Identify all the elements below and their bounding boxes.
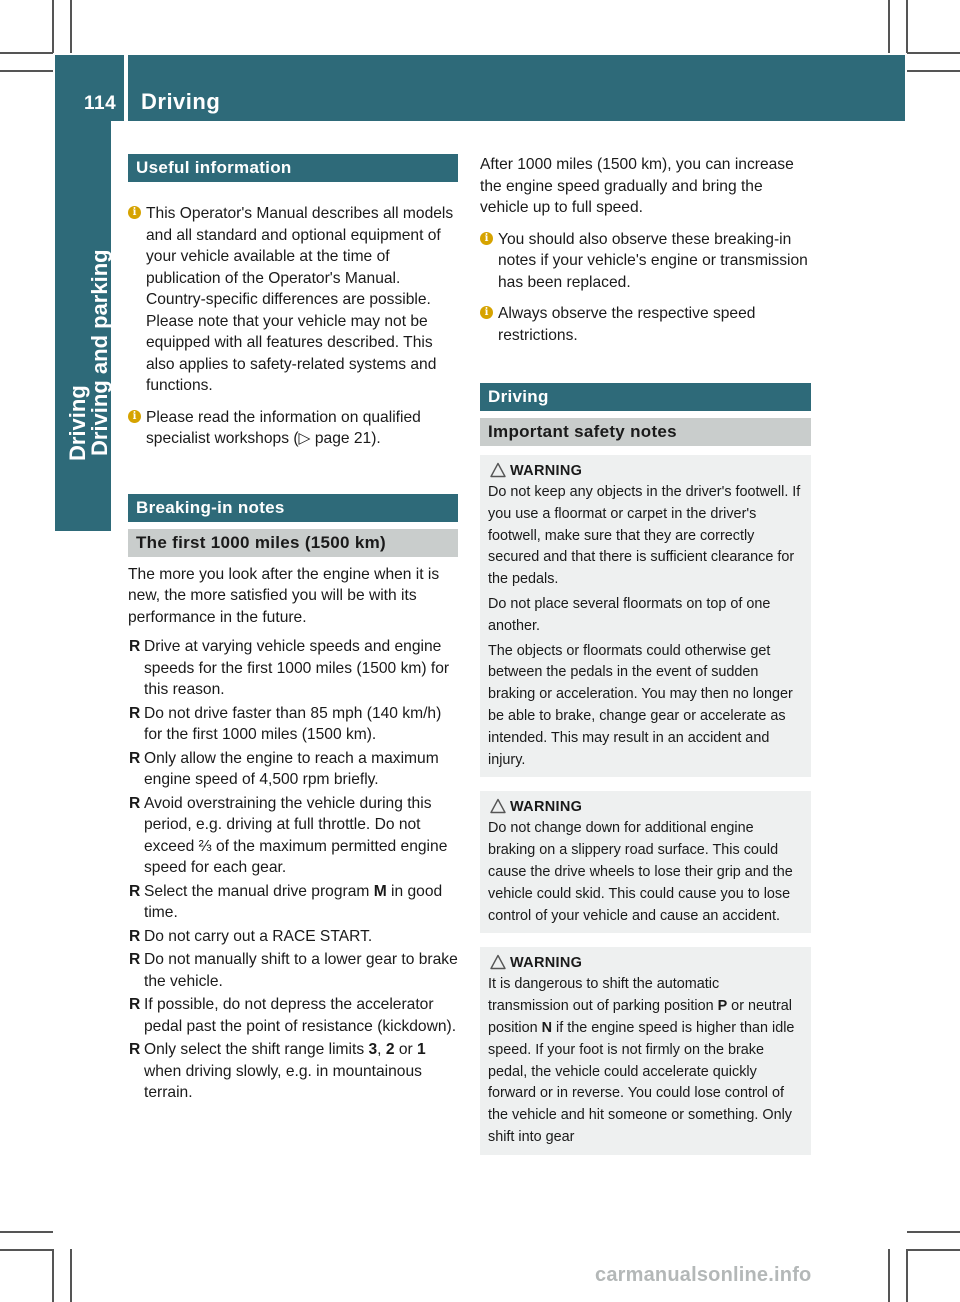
page-number: 114 (84, 93, 117, 114)
list-item: R Only allow the engine to reach a maximum engine speed of 4,500 rpm briefly. (129, 749, 439, 788)
crop-mark (907, 70, 960, 72)
info-note: i Always observe the respective speed restrictions. (480, 303, 811, 346)
safety-notes-heading: Important safety notes (480, 418, 811, 446)
crop-mark (907, 1249, 960, 1251)
list-item: R Avoid overstraining the vehicle during this period, e.g. driving at full throttle. Do not exceed ⅔ of the maximum permitted engine speed for each gear. (129, 794, 448, 876)
intro-paragraph: The more you look after the engine when it is new, the more satisfied you will be with its performance in the future. (128, 565, 440, 626)
left-column (128, 154, 458, 1104)
crop-mark (907, 1231, 960, 1233)
warning-text: Do not change down for additional engine braking on a slippery road surface. This could cause the drive wheels to lose their grip and the vehicle could skid. This could cause you to lose control of your vehicle and cause an accident. (488, 820, 793, 924)
warning-triangle-icon (490, 462, 506, 478)
crop-mark (907, 52, 960, 54)
crop-mark (52, 1249, 54, 1302)
warning-heading: WARNING (488, 797, 803, 817)
list-item: R Select the manual drive program M in good time. (129, 882, 443, 921)
crop-mark (888, 0, 890, 53)
chapter-tab-chapter: Driving and parking (87, 249, 112, 456)
warning-heading: WARNING (488, 953, 803, 973)
info-icon: i (480, 232, 493, 245)
after-paragraph: After 1000 miles (1500 km), you can increase the engine speed gradually and bring the vehicle up to full speed. (480, 156, 794, 216)
crop-mark (70, 1249, 72, 1302)
info-icon: i (128, 410, 141, 423)
warning-box (480, 455, 811, 777)
list-item: R Do not carry out a RACE START. (129, 927, 373, 945)
info-note: i You should also observe these breaking-in notes if your vehicle's engine or transmission has been replaced. (480, 229, 811, 294)
warning-text: Do not keep any objects in the driver's footwell. If you use a floormat or carpet in the driver's footwell, make sure that they are correctly secured and that there is sufficient clearance for the pedals. (488, 484, 801, 588)
driving-heading: Driving (480, 383, 811, 411)
crop-mark (52, 0, 54, 53)
list-item: R Drive at varying vehicle speeds and engine speeds for the first 1000 miles (1500 km) for this reason. (129, 638, 450, 698)
warning-triangle-icon (490, 954, 506, 970)
useful-information-heading: Useful information (128, 154, 458, 182)
header-divider (124, 55, 128, 121)
crop-mark (0, 52, 53, 54)
breaking-in-heading: Breaking-in notes (128, 494, 458, 522)
list-item: R Do not manually shift to a lower gear to brake the vehicle. (129, 951, 458, 990)
warning-text: Do not place several floormats on top of one another. (488, 595, 771, 634)
chapter-tab-section: Driving (65, 385, 90, 461)
warning-box (480, 947, 811, 1154)
warning-text: It is dangerous to shift the automatic transmission out of parking position P or neutral position N if the engine speed is higher than idle speed. If your foot is not firmly on the brake pedal, the vehicle could accelerate quickly forward or in reverse. You could lose control of the vehicle and hit someone or something. Only shift into gear (488, 976, 795, 1145)
info-icon: i (128, 206, 141, 219)
list-item: R If possible, do not depress the accelerator pedal past the point of resistance (kickdown). (129, 996, 457, 1035)
page-title: Driving (141, 89, 221, 114)
warning-box (480, 791, 811, 933)
warning-heading: WARNING (488, 461, 803, 481)
crop-mark (888, 1249, 890, 1302)
info-note: i This Operator's Manual describes all models and all standard and optional equipment of your vehicle available at the time of publication of the Operator's Manual. Country-specific differences are possible. Please note that your vehicle may not be equipped with all features described. This also applies to safety-related systems and functions. (128, 203, 458, 397)
list-item: R Only select the shift range limits 3, 2 or 1 when driving slowly, e.g. in mountainous terrain. (129, 1041, 426, 1101)
crop-mark (906, 0, 908, 53)
list-item: R Do not drive faster than 85 mph (140 km/h) for the first 1000 miles (1500 km). (129, 704, 442, 743)
warning-triangle-icon (490, 798, 506, 814)
crop-mark (0, 70, 53, 72)
crop-mark (0, 1249, 53, 1251)
crop-mark (0, 1231, 53, 1233)
crop-mark (906, 1249, 908, 1302)
warning-text: The objects or floormats could otherwise get between the pedals in the event of sudden braking or acceleration. You may then no longer be able to brake, change gear or accelerate as intended. This may result in an accident and injury. (488, 642, 793, 768)
watermark: carmanualsonline.info (595, 1264, 812, 1286)
info-icon: i (480, 306, 493, 319)
info-note: i Please read the information on qualified specialist workshops (▷ page 21). (128, 407, 458, 450)
first-miles-heading: The first 1000 miles (1500 km) (128, 529, 458, 557)
right-column (480, 154, 811, 1155)
crop-mark (70, 0, 72, 53)
chapter-tab-text (55, 121, 111, 531)
